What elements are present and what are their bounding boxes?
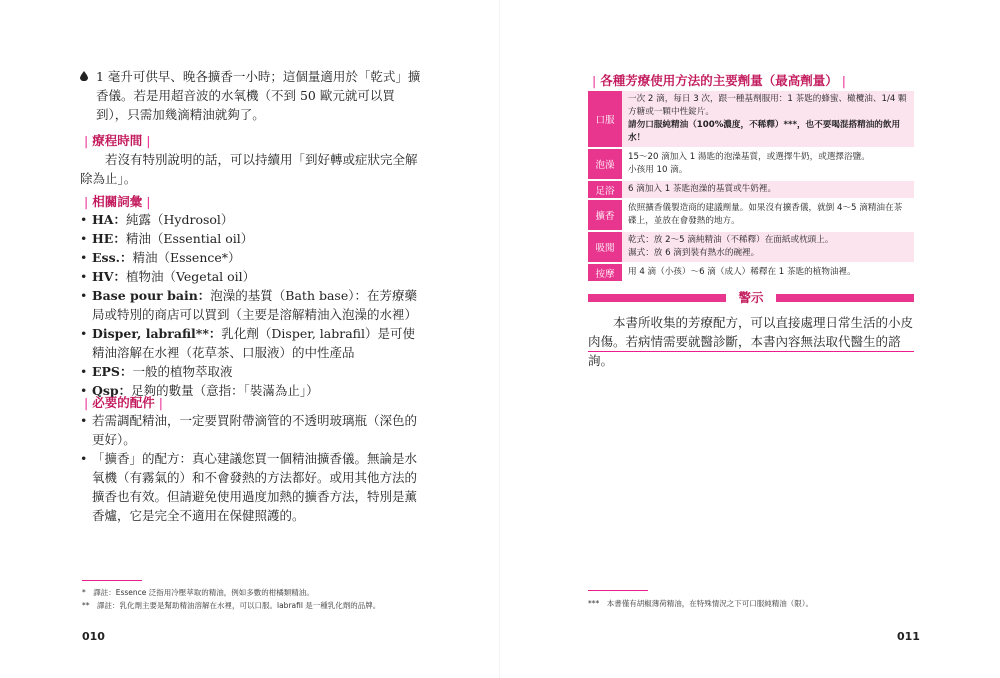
treatment-time-heading: | 療程時間 | — [84, 133, 151, 148]
equipment-heading: | 必要的配件 | — [84, 395, 163, 410]
intro-item — [80, 67, 425, 124]
glossary-item: • HV：植物油（Vegetal oil） — [80, 267, 425, 286]
table-row — [588, 149, 914, 179]
method-footbath: 足浴 — [588, 181, 622, 198]
glossary-list — [80, 210, 425, 400]
page-number-left: 010 — [82, 630, 105, 643]
footnote-1: * 譯註：Essence 泛指用冷壓萃取的精油，例如多數的柑橘類精油。 — [82, 588, 314, 597]
equipment-list — [80, 411, 425, 525]
treatment-time-text: 若沒有特別說明的話，可以持續用「到好轉或症狀完全解除為止」。 — [80, 152, 418, 186]
footnote-rule — [82, 580, 142, 581]
method-description: 一次 2 滴，每日 3 次，跟一種基劑服用：1 茶匙的蜂蜜、橄欖油、1/4 顆方糖或一顆中性錠片。 請勿口服純精油（100%濃度，不稀釋）***，也不要喝混搭精油的飲用水！ — [622, 91, 914, 147]
intro-text: 1 毫升可供早、晚各擴香一小時；這個量適用於「乾式」擴香儀。若是用超音波的水氧機（不到 50 歐元就可以買到），只需加幾滴精油就夠了。 — [96, 69, 421, 122]
glossary-heading: | 相關詞彙 | — [84, 194, 151, 209]
method-massage: 按摩 — [588, 264, 622, 281]
warning-text: 本書所收集的芳療配方，可以直接處理日常生活的小皮肉傷。若病情需要就醫診斷，本書內容無法取代醫生的諮詢。 — [588, 315, 914, 368]
table-row — [588, 200, 914, 230]
glossary-item: • EPS：一般的植物萃取液 — [80, 362, 425, 381]
table-row — [588, 264, 914, 281]
equipment-item: • 「擴香」的配方：真心建議您買一個精油擴香儀。無論是水氧機（有霧氣的）和不會發熱的方法都好。或用其他方法的擴香也有效。但請避免使用過度加熱的擴香方法，特別是薰香爐，它是完全不適用在保健照護的。 — [80, 449, 425, 525]
footnote-rule — [588, 590, 648, 591]
method-diffusion: 擴香 — [588, 200, 622, 230]
warning-bottom-rule — [588, 351, 914, 352]
table-row — [588, 181, 914, 198]
glossary-item: • HA：純露（Hydrosol） — [80, 210, 425, 229]
method-bath: 泡澡 — [588, 149, 622, 179]
method-description: 用 4 滴（小孩）～6 滴（成人）稀釋在 1 茶匙的植物油裡。 — [622, 264, 914, 281]
page-number-right: 011 — [897, 630, 920, 643]
table-row — [588, 91, 914, 147]
equipment-item: • 若需調配精油，一定要買附帶滴管的不透明玻璃瓶（深色的更好）。 — [80, 411, 425, 449]
footnote-2: ** 譯註：乳化劑主要是幫助精油溶解在水裡，可以口服。labrafil 是一種乳化劑的品牌。 — [82, 601, 381, 610]
warning-title: 警示 — [726, 290, 776, 306]
water-drop-icon — [80, 71, 88, 81]
method-oral: 口服 — [588, 91, 622, 147]
method-description: 15～20 滴加入 1 湯匙的泡澡基質，或選擇牛奶，或選擇浴鹽。 小孩用 10 滴。 — [622, 149, 914, 179]
footnote-3: *** 本書僅有胡椒薄荷精油，在特殊情況之下可口服純精油（限）。 — [588, 599, 813, 608]
method-inhalation: 吸聞 — [588, 232, 622, 262]
glossary-item: • Disper, labrafil**：乳化劑（Disper, labrafil）是可使精油溶解在水裡（花草茶、口服液）的中性產品 — [80, 324, 425, 362]
method-description: 乾式：放 2～5 滴純精油（不稀釋）在面紙或枕頭上。 濕式：放 6 滴到裝有熱水的碗裡。 — [622, 232, 914, 262]
dosage-table — [588, 89, 914, 283]
method-description: 依照擴香儀製造商的建議劑量。如果沒有擴香儀，就倒 4～5 滴精油在茶碟上，並放在會發熱的地方。 — [622, 200, 914, 230]
table-row — [588, 232, 914, 262]
glossary-item: • HE：精油（Essential oil） — [80, 229, 425, 248]
glossary-item: • Base pour bain：泡澡的基質（Bath base）：在芳療藥局或特別的商店可以買到（主要是溶解精油入泡澡的水裡） — [80, 286, 425, 324]
glossary-item: • Ess.：精油（Essence*） — [80, 248, 425, 267]
glossary-item: • Qsp：足夠的數量（意指：「裝滿為止」） — [80, 381, 425, 400]
dosage-table-title: | 各種芳療使用方法的主要劑量（最高劑量） | — [592, 73, 846, 88]
method-description: 6 滴加入 1 茶匙泡澡的基質或牛奶裡。 — [622, 181, 914, 198]
